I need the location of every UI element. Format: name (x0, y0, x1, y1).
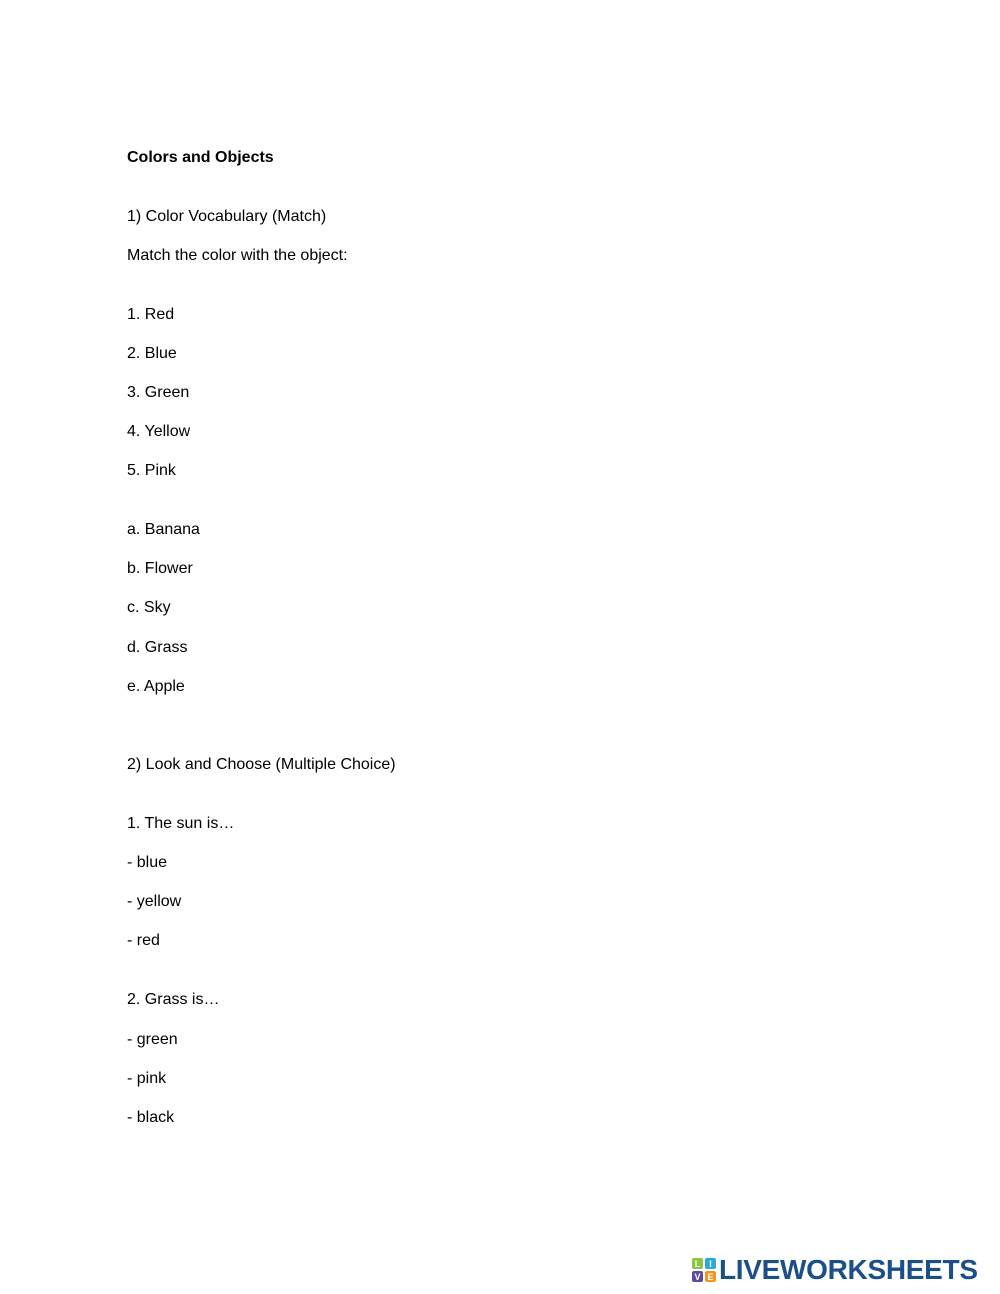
object-item: a. Banana (127, 521, 200, 538)
question-option: - blue (127, 854, 168, 871)
logo-mark-icon (692, 1258, 716, 1282)
object-item: d. Grass (127, 639, 188, 656)
question-option: - yellow (127, 893, 182, 910)
color-item: 4. Yellow (127, 423, 191, 440)
section-2-heading: 2) Look and Choose (Multiple Choice) (127, 756, 396, 773)
liveworksheets-logo (692, 1256, 978, 1284)
page-title: Colors and Objects (127, 149, 274, 166)
question-prompt: 1. The sun is… (127, 815, 235, 832)
question-option: - black (127, 1109, 175, 1126)
object-item: b. Flower (127, 560, 193, 577)
object-item: c. Sky (127, 599, 171, 616)
object-item: e. Apple (127, 678, 185, 695)
color-item: 5. Pink (127, 462, 176, 479)
question-option: - pink (127, 1070, 167, 1087)
svg-text:V: V (694, 1272, 701, 1282)
question-prompt: 2. Grass is… (127, 991, 220, 1008)
section-1-heading: 1) Color Vocabulary (Match) (127, 208, 327, 225)
svg-text:E: E (707, 1272, 714, 1282)
logo-text: LIVEWORKSHEETS (719, 1254, 978, 1285)
svg-text:I: I (709, 1259, 712, 1269)
question-option: - green (127, 1031, 178, 1048)
question-option: - red (127, 932, 160, 949)
color-item: 2. Blue (127, 345, 177, 362)
color-item: 1. Red (127, 306, 175, 323)
section-1-instruction: Match the color with the object: (127, 247, 348, 264)
color-item: 3. Green (127, 384, 190, 401)
svg-text:L: L (694, 1259, 701, 1269)
